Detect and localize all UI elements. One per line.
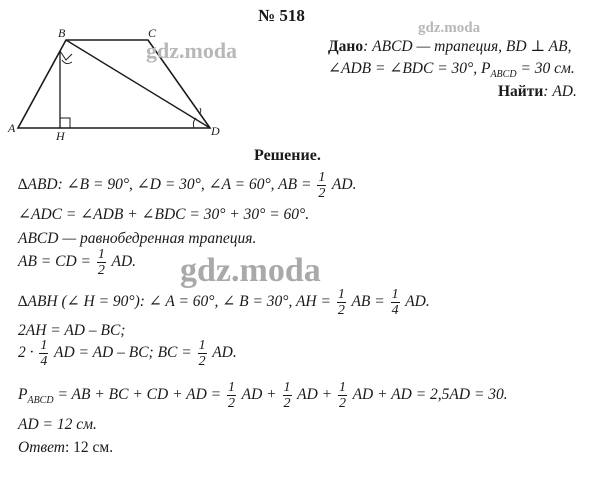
angle-arc-b xyxy=(62,60,72,64)
solution-line-1 xyxy=(18,170,356,201)
answer-text: : 12 см. xyxy=(64,439,114,456)
frac-den: 2 xyxy=(228,396,236,411)
given-perimeter-sub: ABCD xyxy=(490,69,517,81)
watermark-top: gdz.moda xyxy=(418,20,481,36)
solution-line-8 xyxy=(18,380,508,411)
vertex-label-d: D xyxy=(211,124,220,138)
fraction-1-4 xyxy=(39,338,48,369)
frac-den: 2 xyxy=(97,263,105,278)
fraction-1-4 xyxy=(391,287,400,318)
line-8-mid: = AB + BC + CD + AD = xyxy=(53,386,222,404)
given-label: Дано xyxy=(328,38,364,55)
line-8-start: P xyxy=(18,386,28,404)
solution-line-6: 2AH = AD – BC; xyxy=(18,322,126,339)
line-5-end: AD. xyxy=(405,293,430,311)
watermark-diagram: gdz.moda xyxy=(146,38,238,63)
right-angle-h xyxy=(60,118,70,128)
given-line-1 xyxy=(328,38,571,56)
solution-line-4 xyxy=(18,247,136,278)
solution-line-2: ∠ADC = ∠ADB + ∠BDC = 30° + 30° = 60°. xyxy=(18,206,310,223)
find-line xyxy=(498,83,577,101)
frac-num: 1 xyxy=(283,380,291,395)
solution-heading: Решение. xyxy=(254,147,321,164)
perimeter-sub: ABCD xyxy=(27,395,54,407)
fraction-1-2 xyxy=(97,247,106,278)
frac-num: 1 xyxy=(228,380,236,395)
solution-line-7 xyxy=(18,338,237,369)
fraction-1-2 xyxy=(227,380,236,411)
solution-line-5 xyxy=(18,287,430,318)
frac-num: 1 xyxy=(198,338,206,353)
find-text: : AD. xyxy=(543,83,577,100)
answer-label: Ответ xyxy=(18,439,65,456)
frac-den: 4 xyxy=(40,354,48,369)
find-label: Найти xyxy=(498,83,544,100)
line-8-term-2: AD + xyxy=(297,386,333,404)
frac-num: 1 xyxy=(40,338,48,353)
fraction-1-2 xyxy=(198,338,207,369)
fraction-1-2 xyxy=(338,380,347,411)
line-7-mid: AD = AD – BC; BC = xyxy=(53,344,192,362)
answer-line xyxy=(18,439,113,457)
line-8-term-1: AD + xyxy=(241,386,277,404)
line-8-end: AD + AD = 2,5AD = 30. xyxy=(352,386,508,404)
frac-den: 2 xyxy=(318,186,326,201)
frac-num: 1 xyxy=(318,170,326,185)
watermark-large: gdz.moda xyxy=(180,252,321,289)
vertex-label-b: B xyxy=(58,26,66,40)
fraction-1-2 xyxy=(283,380,292,411)
given-text-2: ∠ADB = ∠BDC = 30°, P xyxy=(328,60,491,77)
line-1-text: ∆ABD: ∠B = 90°, ∠D = 30°, ∠A = 60°, AB = xyxy=(18,176,312,194)
frac-den: 4 xyxy=(391,303,399,318)
vertex-label-a: A xyxy=(8,121,16,135)
frac-num: 1 xyxy=(337,287,345,302)
frac-den: 2 xyxy=(337,303,345,318)
line-4-end: AD. xyxy=(111,253,137,271)
solution-line-9: AD = 12 см. xyxy=(18,416,97,433)
frac-den: 2 xyxy=(198,354,206,369)
problem-title: № 518 xyxy=(258,6,305,25)
vertex-label-h: H xyxy=(56,129,65,143)
frac-num: 1 xyxy=(338,380,346,395)
vertex-label-c: C xyxy=(148,26,157,40)
fraction-1-2 xyxy=(317,170,326,201)
right-angle-b xyxy=(60,51,72,60)
line-4-text: AB = CD = xyxy=(18,253,92,271)
line-5-text: ∆ABH (∠ H = 90°): ∠ A = 60°, ∠ B = 30°, AH = xyxy=(18,293,331,311)
solution-line-3: ABCD — равнобедренная трапеция. xyxy=(18,230,257,247)
line-5-mid: AB = xyxy=(351,293,385,311)
line-7-end: AD. xyxy=(212,344,237,362)
frac-den: 2 xyxy=(338,396,346,411)
frac-num: 1 xyxy=(97,247,105,262)
frac-num: 1 xyxy=(391,287,399,302)
line-1-end: AD. xyxy=(331,176,357,194)
given-text-2-end: = 30 см. xyxy=(516,60,575,77)
fraction-1-2 xyxy=(337,287,346,318)
given-line-2 xyxy=(328,60,575,84)
frac-den: 2 xyxy=(283,396,291,411)
line-7-start: 2 · xyxy=(18,344,34,362)
given-text-1: : ABCD — трапеция, BD ⊥ AB, xyxy=(363,38,572,55)
